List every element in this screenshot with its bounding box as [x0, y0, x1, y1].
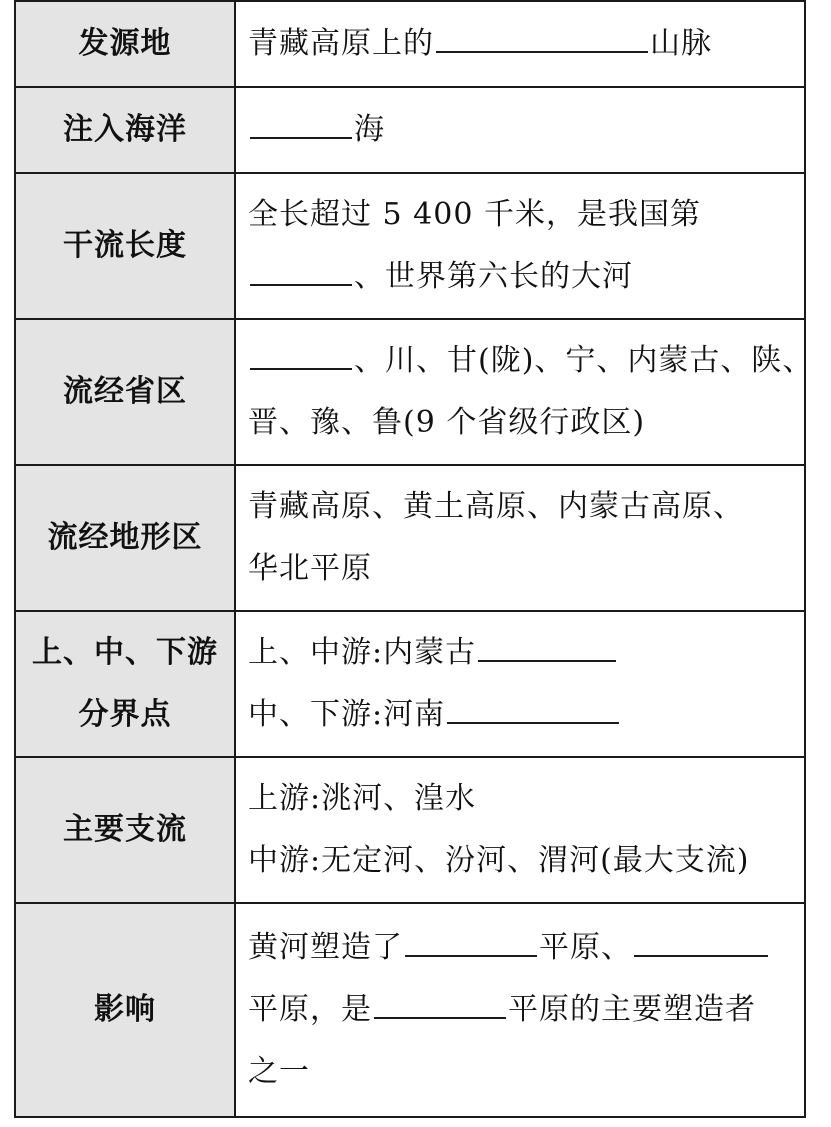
row-header-sea: 注入海洋 [16, 88, 236, 172]
answer-blank[interactable] [374, 989, 506, 1019]
content-line: 平原，是 平原的主要塑造者 [248, 979, 794, 1041]
row-content-terrain [236, 466, 804, 610]
row-content-provinces [236, 320, 823, 464]
yellow-river-table [14, 0, 814, 1118]
table-row-length [16, 174, 804, 320]
table-row-provinces [16, 320, 814, 466]
row-header-influence: 影响 [16, 904, 236, 1116]
row-header-provinces: 流经省区 [16, 320, 236, 464]
content-line: 之一 [248, 1054, 310, 1089]
answer-blank[interactable] [634, 927, 768, 957]
content-line: 上、中游:内蒙古 [248, 622, 794, 684]
content-line: 上游:洮河、湟水 [248, 781, 477, 816]
row-header-source: 发源地 [16, 2, 236, 86]
row-content-sea [236, 88, 804, 172]
row-header-terrain: 流经地形区 [16, 466, 236, 610]
answer-blank[interactable] [250, 256, 352, 286]
table-row-source [16, 2, 804, 88]
answer-blank[interactable] [478, 632, 616, 662]
content-line: 华北平原 [248, 551, 372, 586]
row-header-boundaries: 上、中、下游 分界点 [16, 612, 236, 756]
table-row-boundaries [16, 612, 804, 758]
table-row-terrain [16, 466, 804, 612]
content-line: 、川、甘(陇)、宁、内蒙古、陕、 [248, 330, 813, 392]
content-line: 黄河塑造了 平原、 [248, 917, 794, 979]
table-row-sea [16, 88, 804, 174]
content-line: 、世界第六长的大河 [248, 246, 794, 308]
content-line: 中、下游:河南 [248, 684, 794, 746]
answer-blank[interactable] [447, 694, 619, 724]
row-content-boundaries [236, 612, 804, 756]
row-content-tributaries [236, 758, 804, 902]
table-row-influence [16, 904, 804, 1116]
content-line: 全长超过 5 400 千米，是我国第 [248, 197, 701, 232]
content-line: 青藏高原上的 山脉 [248, 13, 794, 75]
row-content-length [236, 174, 804, 318]
row-content-influence [236, 904, 804, 1116]
row-header-length: 干流长度 [16, 174, 236, 318]
content-line: 青藏高原、黄土高原、内蒙古高原、 [248, 489, 744, 524]
table-row-tributaries [16, 758, 804, 904]
answer-blank[interactable] [250, 109, 352, 139]
answer-blank[interactable] [436, 23, 648, 53]
row-header-tributaries: 主要支流 [16, 758, 236, 902]
content-line: 海 [248, 99, 794, 161]
answer-blank[interactable] [250, 340, 352, 370]
content-line: 中游:无定河、汾河、渭河(最大支流) [248, 843, 750, 878]
answer-blank[interactable] [405, 927, 537, 957]
row-content-source [236, 2, 804, 86]
content-line: 晋、豫、鲁(9 个省级行政区) [248, 405, 646, 440]
